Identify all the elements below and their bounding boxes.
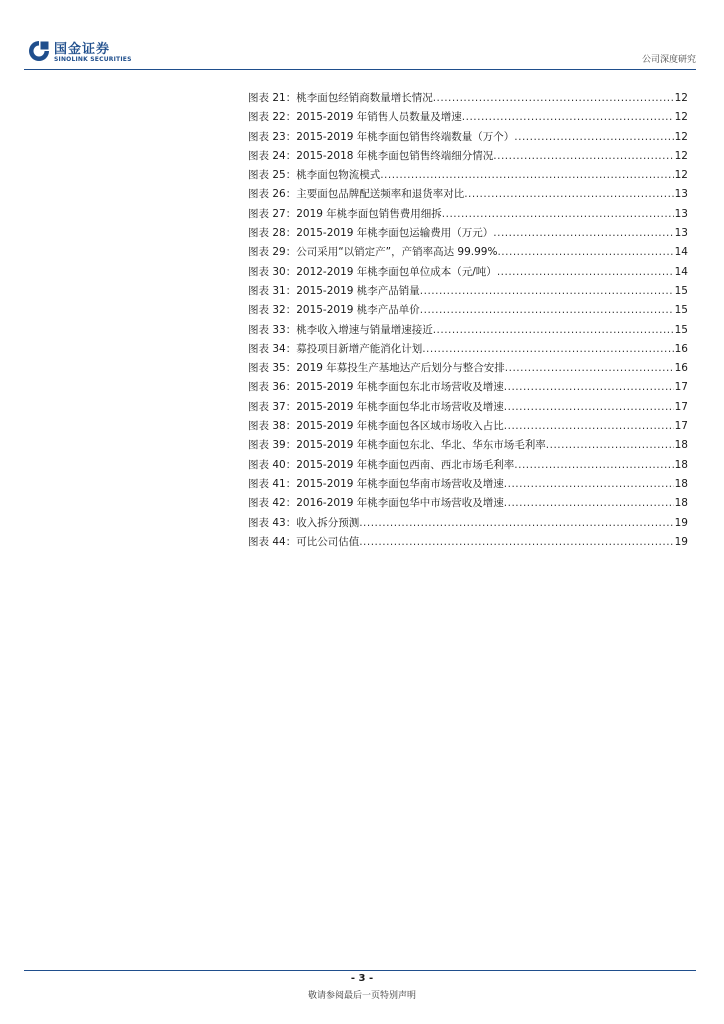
toc-entry[interactable] <box>248 475 688 494</box>
toc-entry-page: 12 <box>674 149 688 162</box>
toc-entry-page: 18 <box>674 439 688 452</box>
toc-dot-leader <box>514 456 673 475</box>
toc-dot-leader <box>505 359 674 378</box>
toc-entry[interactable] <box>248 263 688 282</box>
toc-dot-leader <box>493 224 673 243</box>
toc-entry[interactable] <box>248 128 688 147</box>
logo-text-cn: 国金证券 <box>54 42 111 57</box>
toc-entry-page: 14 <box>674 265 688 278</box>
toc-entry-page: 12 <box>674 92 688 104</box>
toc-entry-page: 13 <box>674 227 688 240</box>
toc-dot-leader <box>504 417 674 436</box>
toc-entry[interactable] <box>248 494 688 513</box>
toc-dot-leader <box>422 340 673 359</box>
toc-entry-title: 2015-2019 年桃李面包运输费用（万元） <box>296 227 494 240</box>
toc-entry-label: 图表 35： <box>248 362 297 375</box>
toc-entry[interactable] <box>248 282 688 301</box>
header-divider <box>24 69 696 70</box>
toc-entry-label: 图表 27： <box>248 207 297 220</box>
toc-entry[interactable] <box>248 417 688 436</box>
toc-entry[interactable] <box>248 321 688 340</box>
toc-dot-leader <box>514 128 673 147</box>
toc-entry-label: 图表 43： <box>248 516 297 529</box>
toc-entry[interactable] <box>248 108 688 127</box>
toc-entry-title: 2015-2019 桃李产品销量 <box>296 284 420 297</box>
toc-entry-title: 2015-2019 年销售人员数量及增速 <box>296 111 462 124</box>
toc-entry-page: 12 <box>674 111 688 124</box>
toc-entry-page: 12 <box>674 169 688 182</box>
toc-entry[interactable] <box>248 436 688 455</box>
toc-dot-leader <box>504 475 674 494</box>
toc-dot-leader <box>359 533 673 552</box>
toc-entry-title: 募投项目新增产能消化计划 <box>296 342 423 355</box>
toc-entry-label: 图表 26： <box>248 188 297 201</box>
toc-entry-title: 收入拆分预测 <box>296 516 360 529</box>
toc-entry-title: 2015-2019 桃李产品单价 <box>296 304 420 317</box>
toc-entry-page: 18 <box>674 458 688 471</box>
toc-dot-leader <box>546 436 674 455</box>
toc-entry-page: 16 <box>674 362 688 375</box>
toc-entry-page: 12 <box>674 130 688 143</box>
toc-entry[interactable] <box>248 340 688 359</box>
toc-entry-title: 2015-2019 年桃李面包西南、西北市场毛利率 <box>296 458 515 471</box>
toc-entry-title: 桃李收入增速与销量增速接近 <box>296 323 433 336</box>
toc-dot-leader <box>380 166 673 185</box>
toc-entry-title: 2015-2019 年桃李面包各区域市场收入占比 <box>296 420 504 433</box>
toc-entry-label: 图表 37： <box>248 400 297 413</box>
toc-entry-label: 图表 44： <box>248 535 297 548</box>
toc-entry[interactable] <box>248 185 688 204</box>
sinolink-logo-icon <box>28 40 50 62</box>
toc-entry-label: 图表 31： <box>248 284 297 297</box>
toc-entry-title: 2015-2018 年桃李面包销售终端细分情况 <box>296 149 494 162</box>
toc-entry-label: 图表 38： <box>248 420 297 433</box>
toc-entry-label: 图表 40： <box>248 458 297 471</box>
toc-entry-page: 18 <box>674 477 688 490</box>
toc-entry-title: 2015-2019 年桃李面包东北、华北、华东市场毛利率 <box>296 439 546 452</box>
toc-entry-title: 2019 年募投生产基地达产后划分与整合安排 <box>296 362 505 375</box>
toc-entry[interactable] <box>248 205 688 224</box>
toc-entry-page: 13 <box>674 188 688 201</box>
toc-entry[interactable] <box>248 533 688 552</box>
toc-entry-label: 图表 39： <box>248 439 297 452</box>
toc-dot-leader <box>442 205 674 224</box>
toc-entry-title: 2015-2019 年桃李面包华南市场营收及增速 <box>296 477 504 490</box>
toc-entry[interactable] <box>248 301 688 320</box>
toc-dot-leader <box>433 321 674 340</box>
toc-dot-leader <box>433 89 674 108</box>
toc-dot-leader <box>420 301 674 320</box>
toc-entry-label: 图表 34： <box>248 342 297 355</box>
toc-entry-page: 17 <box>674 420 688 433</box>
toc-entry[interactable] <box>248 243 688 262</box>
toc-dot-leader <box>497 243 673 262</box>
toc-entry[interactable] <box>248 456 688 475</box>
toc-entry-page: 15 <box>674 304 688 317</box>
toc-entry[interactable] <box>248 166 688 185</box>
report-type-label: 公司深度研究 <box>641 55 696 65</box>
toc-dot-leader <box>464 185 673 204</box>
toc-entry[interactable] <box>248 89 688 108</box>
toc-entry-page: 15 <box>674 323 688 336</box>
toc-entry-page: 15 <box>674 284 688 297</box>
toc-entry-page: 19 <box>674 535 688 548</box>
toc-entry-page: 17 <box>674 381 688 394</box>
toc-entry-page: 16 <box>674 342 688 355</box>
toc-entry-page: 18 <box>674 497 688 510</box>
toc-dot-leader <box>420 282 674 301</box>
toc-entry-label: 图表 33： <box>248 323 297 336</box>
toc-entry-title: 2015-2019 年桃李面包东北市场营收及增速 <box>296 381 504 394</box>
figure-index-list <box>248 89 688 552</box>
toc-entry-title: 可比公司估值 <box>296 535 360 548</box>
toc-dot-leader <box>359 514 673 533</box>
toc-entry-label: 图表 24： <box>248 149 297 162</box>
toc-entry-label: 图表 41： <box>248 477 297 490</box>
toc-entry-label: 图表 42： <box>248 497 297 510</box>
toc-dot-leader <box>504 494 674 513</box>
toc-entry-label: 图表 32： <box>248 304 297 317</box>
toc-entry-label: 图表 22： <box>248 111 297 124</box>
toc-entry-title: 2012-2019 年桃李面包单位成本（元/吨） <box>296 265 497 278</box>
toc-entry-label: 图表 30： <box>248 265 297 278</box>
toc-entry[interactable] <box>248 359 688 378</box>
toc-entry[interactable] <box>248 147 688 166</box>
toc-entry-label: 图表 23： <box>248 130 297 143</box>
toc-entry-title: 桃李面包经销商数量增长情况 <box>296 92 433 104</box>
toc-entry-page: 14 <box>674 246 688 259</box>
page-header <box>24 36 700 68</box>
toc-entry-label: 图表 28： <box>248 227 297 240</box>
toc-entry-title: 公司采用“以销定产”，产销率高达 99.99% <box>296 246 498 259</box>
toc-entry-page: 13 <box>674 207 688 220</box>
toc-entry[interactable] <box>248 398 688 417</box>
toc-dot-leader <box>462 108 674 127</box>
toc-entry-label: 图表 25： <box>248 169 297 182</box>
footer-divider <box>24 970 696 971</box>
page-number: - 3 - <box>350 973 374 984</box>
toc-entry-title: 桃李面包物流模式 <box>296 169 381 182</box>
toc-entry-page: 17 <box>674 400 688 413</box>
toc-entry-title: 主要面包品牌配送频率和退货率对比 <box>296 188 465 201</box>
toc-entry-label: 图表 36： <box>248 381 297 394</box>
toc-dot-leader <box>497 263 674 282</box>
toc-entry-label: 图表 21： <box>248 92 297 104</box>
toc-entry-title: 2015-2019 年桃李面包华北市场营收及增速 <box>296 400 504 413</box>
toc-entry-page: 19 <box>674 516 688 529</box>
disclaimer-text: 敬请参阅最后一页特别声明 <box>307 991 416 1001</box>
toc-entry[interactable] <box>248 378 688 397</box>
toc-entry-title: 2016-2019 年桃李面包华中市场营收及增速 <box>296 497 504 510</box>
toc-entry-title: 2015-2019 年桃李面包销售终端数量（万个） <box>296 130 515 143</box>
toc-dot-leader <box>504 378 674 397</box>
logo-text-en: SINOLINK SECURITIES <box>54 56 132 63</box>
toc-dot-leader <box>504 398 674 417</box>
toc-dot-leader <box>493 147 673 166</box>
toc-entry[interactable] <box>248 514 688 533</box>
toc-entry-title: 2019 年桃李面包销售费用细拆 <box>296 207 442 220</box>
toc-entry[interactable] <box>248 224 688 243</box>
toc-entry-label: 图表 29： <box>248 246 297 259</box>
